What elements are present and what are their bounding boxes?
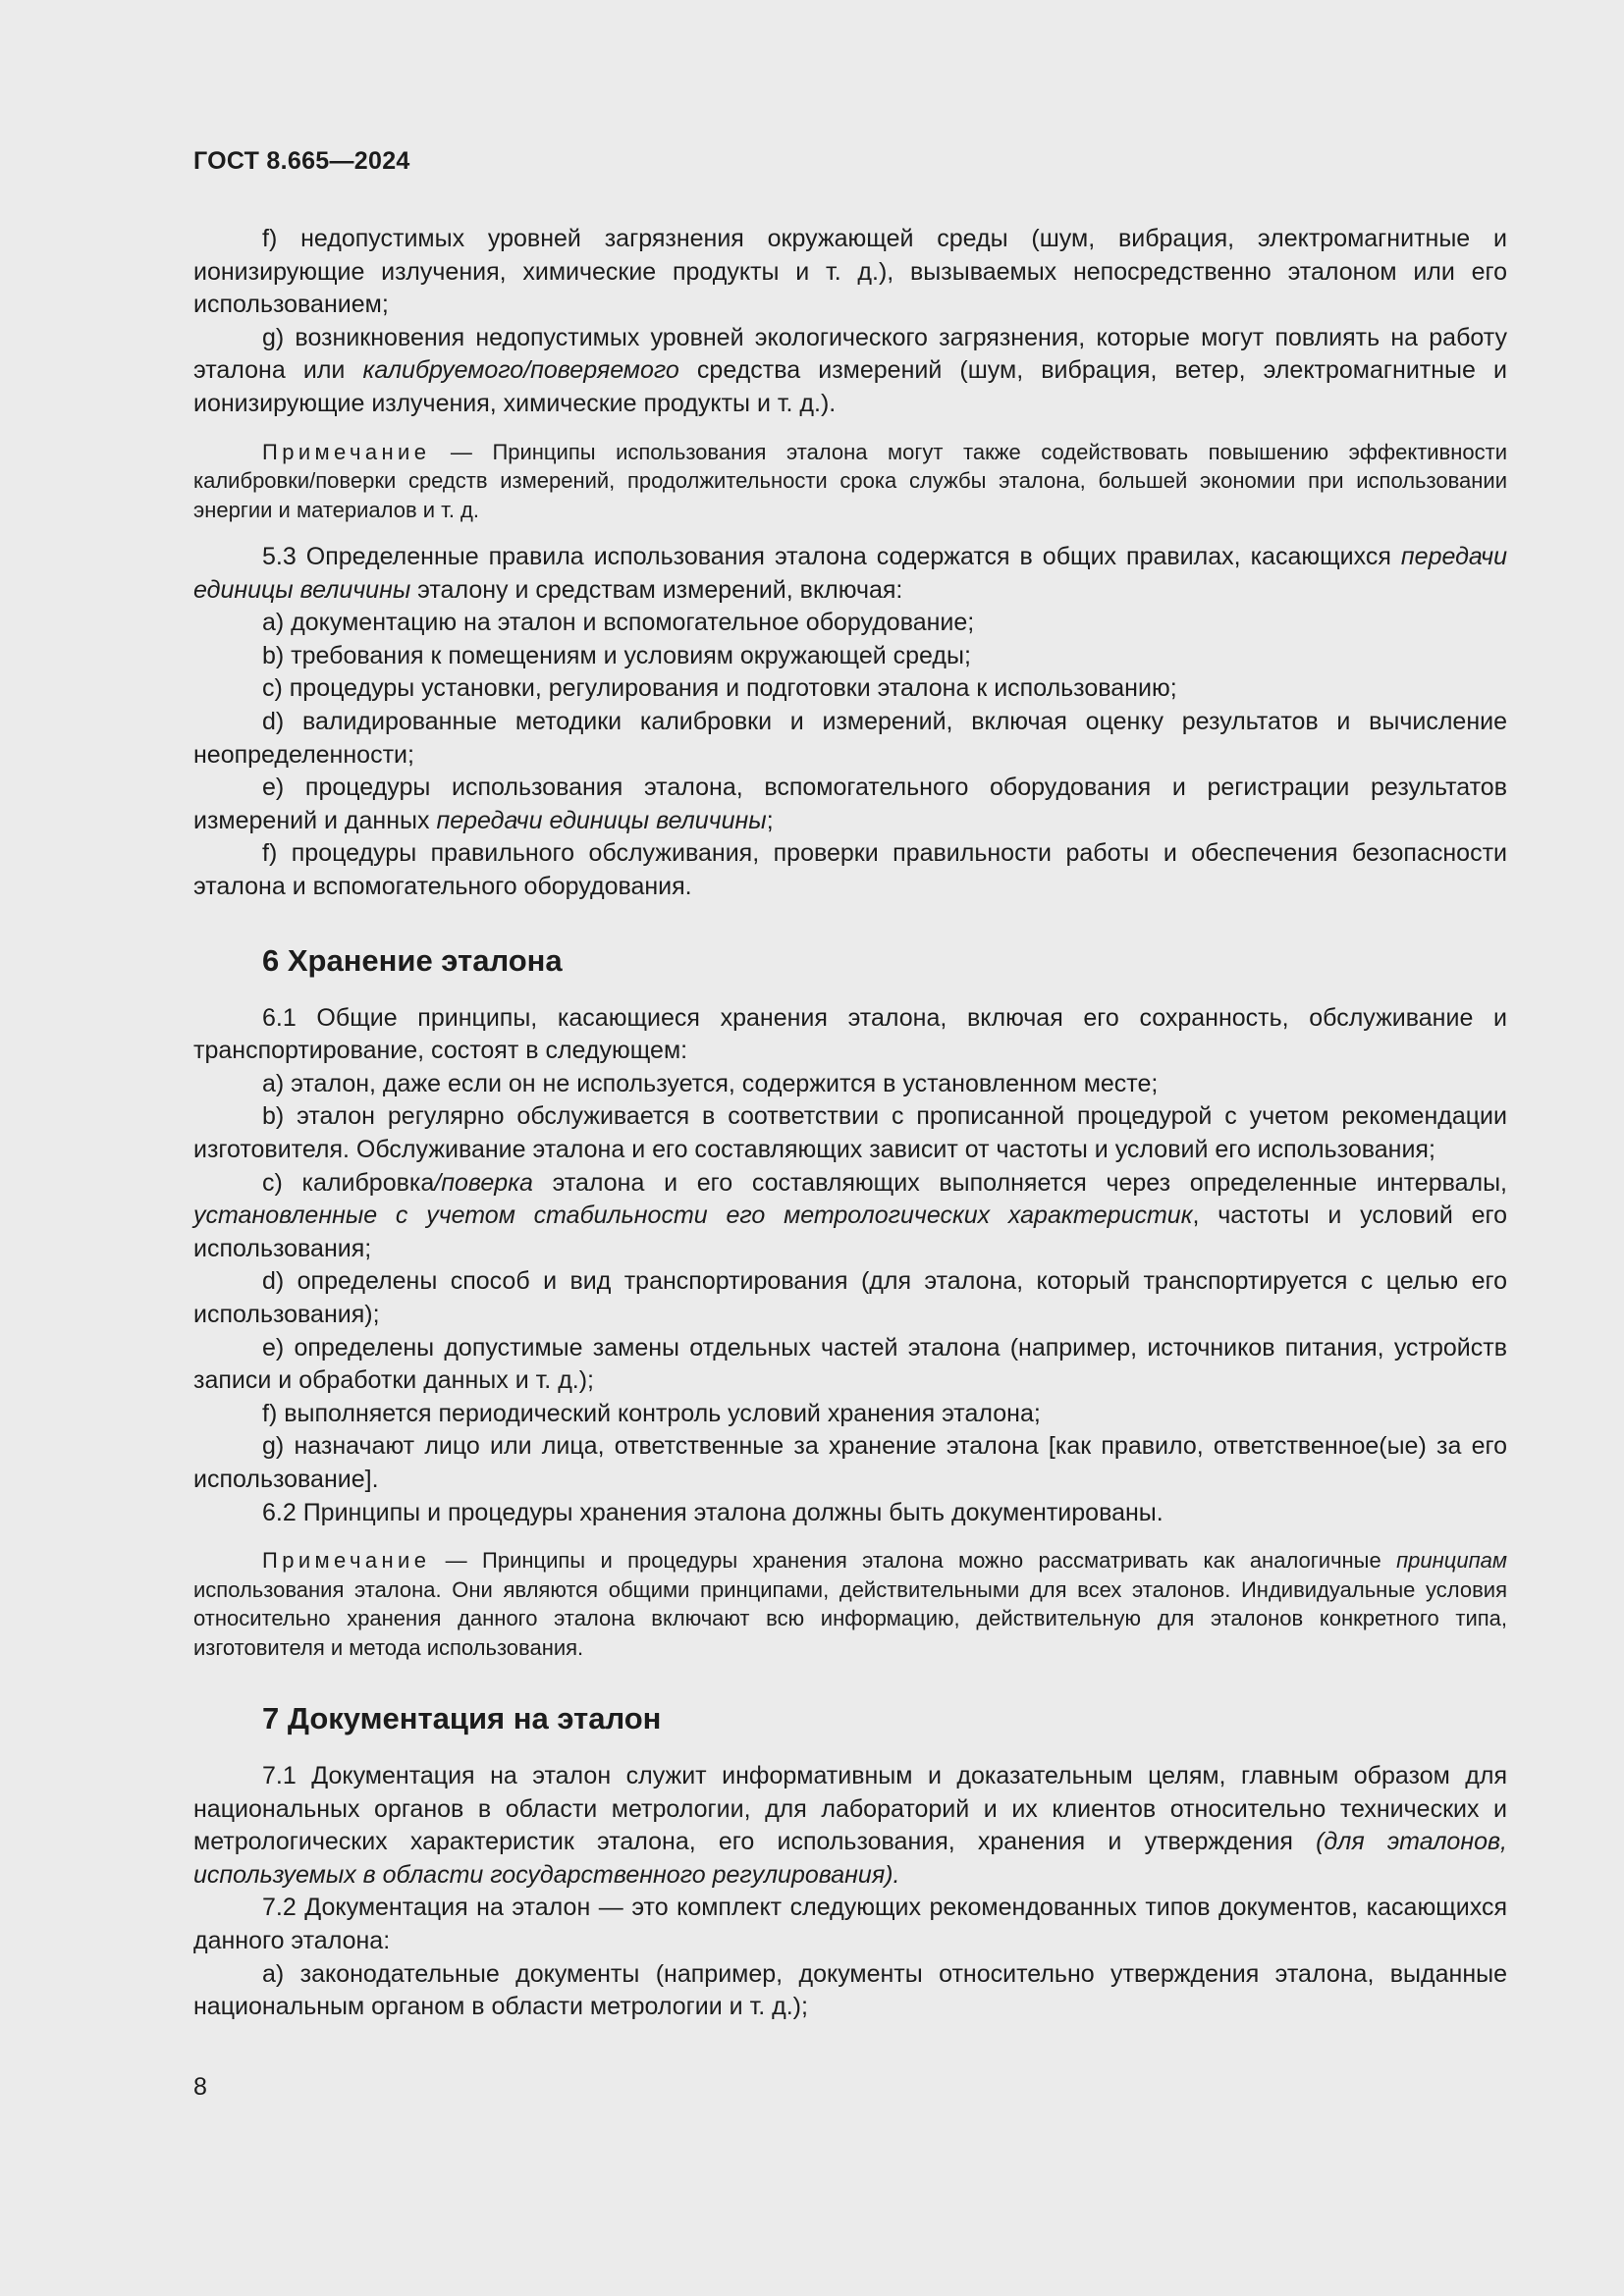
document-body [193,223,1507,2024]
list-item: c) процедуры установки, регулирования и подготовки эталона к использованию; [262,674,1177,703]
list-item: d) валидированные методики калибровки и измерений, включая оценку результатов и вычисление неопределенности; [193,708,1507,769]
list-item: g) возникновения недопустимых уровней экологического загрязнения, которые могут повлиять на работу эталона или калибруемого/поверяемого средства измерений (шум, вибрация, ветер, электромагнитные и ионизирующие излучения, химические продукты и т. д.). [193,323,1507,417]
clause-7-2: 7.2 Документация на эталон — это комплект следующих рекомендованных типов документов, касающихся данного эталона: [193,1894,1507,1955]
note-label: Примечание [262,439,431,464]
clause-6-2: 6.2 Принципы и процедуры хранения эталона должны быть документированы. [262,1498,1164,1526]
clause-7-1: 7.1 Документация на эталон служит информативным и доказательным целям, главным образом для национальных органов в области метрологии, для лабораторий и их клиентов относительно технических и метрологических характеристик эталона, его использования, хранения и утверждения (для эталонов, используемых в области государственного регулирования). [193,1762,1507,1889]
list-item: d) определены способ и вид транспортирования (для эталона, который транспортируется с целью его использования); [193,1267,1507,1328]
list-item: g) назначают лицо или лица, ответственные за хранение эталона [как правило, ответственное(ые) за его использование]. [193,1432,1507,1493]
list-item: e) процедуры использования эталона, вспомогательного оборудования и регистрации результатов измерений и данных передачи единицы величины; [193,774,1507,834]
list-item: e) определены допустимые замены отдельных частей эталона (например, источников питания, устройств записи и обработки данных и т. д.); [193,1333,1507,1395]
list-item: a) документацию на эталон и вспомогательное оборудование; [262,609,975,637]
list-item: f) недопустимых уровней загрязнения окружающей среды (шум, вибрация, электромагнитные и ионизирующие излучения, химические продукты и т. д.), вызываемых непосредственно эталоном или его использованием; [193,225,1507,319]
list-item: a) эталон, даже если он не используется, содержится в установленном месте; [262,1069,1159,1097]
clause-6-1: 6.1 Общие принципы, касающиеся хранения эталона, включая его сохранность, обслуживание и транспортирование, состоят в следующем: [193,1003,1507,1065]
list-item: a) законодательные документы (например, документы относительно утверждения эталона, выданные национальным органом в области метрологии и т. д.); [193,1959,1507,2021]
document-header: ГОСТ 8.665—2024 [193,147,410,175]
page-number: 8 [193,2073,207,2101]
clause-5-3: 5.3 Определенные правила использования эталона содержатся в общих правилах, касающихся передачи единицы величины эталону и средствам измерений, включая: [193,543,1507,604]
section-7-title: 7 Документация на эталон [262,1701,662,1736]
note: Примечание — Принципы и процедуры хранения эталона можно рассматривать как аналогичные принципам использования эталона. Они являются общими принципами, действительными для всех эталонов. Индивидуальные условия относительно хранения данного эталона включают всю информацию, действительную для эталонов конкретного типа, изготовителя и метода использования. [193,1548,1507,1660]
list-item: f) процедуры правильного обслуживания, проверки правильности работы и обеспечения безопасности эталона и вспомогательного оборудования. [193,839,1507,900]
note-label: Примечание [262,1548,431,1574]
list-item: f) выполняется периодический контроль условий хранения эталона; [262,1399,1041,1427]
list-item: b) эталон регулярно обслуживается в соответствии с прописанной процедурой с учетом рекомендации изготовителя. Обслуживание эталона и его составляющих зависит от частоты и условий его использования; [193,1102,1507,1163]
section-6-title: 6 Хранение эталона [262,942,563,978]
list-item: c) калибровка/поверка эталона и его составляющих выполняется через определенные интервалы, установленные с учетом стабильности его метрологических характеристик, частоты и условий его использования; [193,1168,1508,1262]
list-item: b) требования к помещениям и условиям окружающей среды; [262,641,971,669]
note: Примечание — Принципы использования эталона могут также содействовать повышению эффективности калибровки/поверки средств измерений, продолжительности срока службы эталона, большей экономии при использовании энергии и материалов и т. д. [193,439,1507,522]
